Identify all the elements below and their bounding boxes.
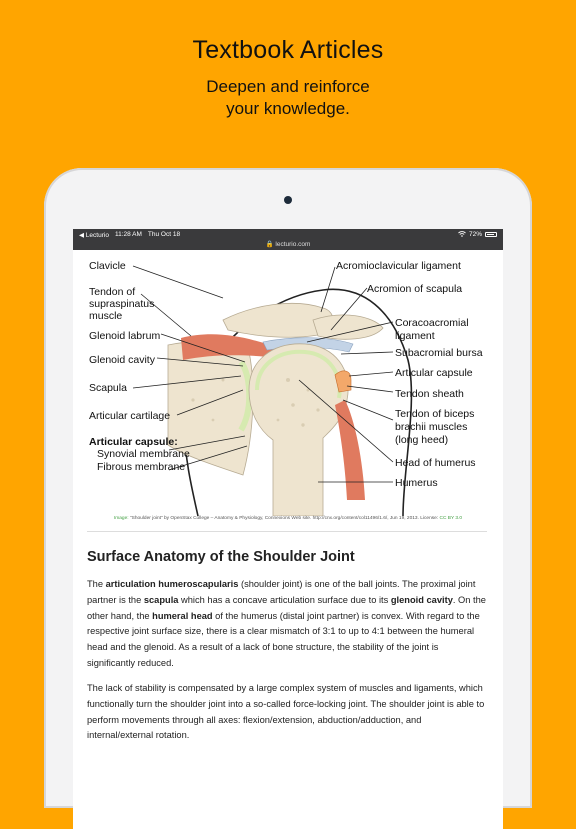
label-glenoid-labrum: Glenoid labrum bbox=[89, 330, 161, 342]
label-tendon-sheath: Tendon sheath bbox=[395, 388, 464, 400]
status-time: 11:28 AM bbox=[114, 230, 142, 238]
caption-prefix-link[interactable]: Image: bbox=[113, 516, 129, 521]
caption-license-link[interactable]: CC BY 3.0 bbox=[439, 516, 463, 521]
battery-icon bbox=[485, 232, 497, 237]
article-paragraph-1 bbox=[87, 577, 489, 672]
label-glenoid-cavity: Glenoid cavity bbox=[89, 354, 155, 366]
label-subacromial-bursa: Subacromial bursa bbox=[395, 347, 483, 359]
promo-subtitle-line-1: Deepen and reinforce bbox=[206, 77, 370, 96]
status-bar bbox=[73, 229, 503, 240]
label-clavicle: Clavicle bbox=[89, 260, 126, 272]
text-run: of the humerus (distal joint partner) is convex. With regard to the respective joint surface size, there is a clear mismatch of 3:1 to up to 4:1 between the humeral head and the glenoid. As a result of a lack of bone structure, the stability of the joint is significantly reduced. bbox=[87, 610, 480, 668]
battery-percent: 72% bbox=[468, 231, 482, 238]
bold-term: glenoid cavity bbox=[390, 594, 453, 605]
shoulder-joint-figure bbox=[73, 250, 503, 516]
status-date: Thu Oct 18 bbox=[147, 230, 181, 238]
camera-dot bbox=[284, 196, 292, 204]
url-bar[interactable]: 🔒 lecturio.com bbox=[73, 240, 503, 250]
wifi-icon bbox=[458, 231, 466, 239]
label-tendon-supraspinatus-2: supraspinatus bbox=[89, 298, 155, 310]
label-coracoacromial-2: ligament bbox=[395, 330, 435, 342]
label-humerus: Humerus bbox=[395, 477, 438, 489]
promo-title: Textbook Articles bbox=[192, 36, 384, 64]
caption-body: "Shoulder joint" by OpenStax College – Anatomy & Physiology, Connexions Web site. http://cnx.org/content/col11496/1.6/, Jun 19, 2013. License: bbox=[128, 516, 440, 521]
label-tendon-supraspinatus-3: muscle bbox=[89, 310, 123, 322]
section-divider bbox=[87, 531, 487, 532]
back-to-app-link[interactable]: ◀ Lecturio bbox=[79, 231, 109, 239]
label-tendon-supraspinatus-1: Tendon of bbox=[89, 286, 136, 298]
label-acromion-of-scapula: Acromion of scapula bbox=[367, 283, 463, 295]
label-coracoacromial-1: Coracoacromial bbox=[395, 317, 469, 329]
ipad-screen bbox=[73, 229, 503, 829]
text-run: which has a concave articulation surface due to its bbox=[178, 594, 391, 605]
label-biceps-tendon-3: (long heed) bbox=[395, 434, 449, 446]
bold-term: articulation humeroscapularis bbox=[105, 579, 239, 589]
label-head-of-humerus: Head of humerus bbox=[395, 457, 476, 469]
label-articular-cartilage: Articular cartilage bbox=[89, 410, 171, 422]
ipad-frame bbox=[44, 168, 532, 808]
promo-subtitle-line-2: your knowledge. bbox=[226, 99, 350, 118]
bold-term: scapula bbox=[143, 594, 179, 605]
bold-term: humeral head bbox=[152, 610, 213, 621]
text-run: The bbox=[87, 579, 106, 589]
article-title: Surface Anatomy of the Shoulder Joint bbox=[87, 549, 355, 565]
label-biceps-tendon-2: brachii muscles bbox=[395, 421, 468, 433]
figure-caption bbox=[73, 516, 503, 521]
label-synovial-membrane: Synovial membrane bbox=[97, 448, 190, 460]
article-paragraph-2: The lack of stability is compensated by a large complex system of muscles and ligaments, which functionally turn the shoulder joint into a so-called force-locking joint. The shoulder joint is able to perform movements through all axes: flexion/extension, abduction/adduction, and internal/external rotation. bbox=[87, 683, 485, 741]
label-biceps-tendon-1: Tendon of biceps bbox=[395, 408, 475, 420]
promo-subtitle bbox=[0, 76, 576, 120]
text-run: (shoulder joint) is one of the ball joints. The proximal joint partner is the bbox=[87, 579, 476, 605]
label-acromioclavicular-ligament: Acromioclavicular ligament bbox=[336, 260, 461, 272]
text-run: . On the other hand, the bbox=[87, 594, 486, 621]
label-articular-capsule: Articular capsule bbox=[395, 367, 473, 379]
label-scapula: Scapula bbox=[89, 382, 127, 394]
label-fibrous-membrane: Fibrous membrane bbox=[97, 461, 186, 473]
label-articular-capsule-heading: Articular capsule: bbox=[89, 436, 178, 448]
